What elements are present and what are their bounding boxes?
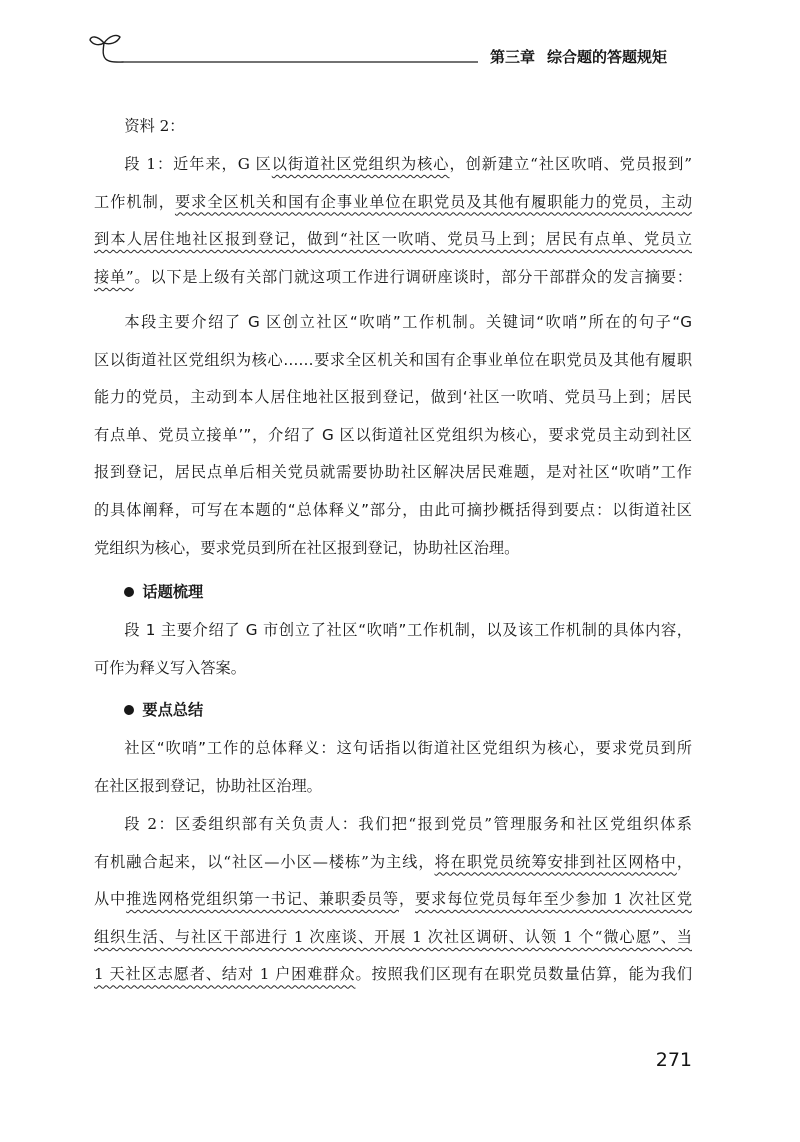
paragraph-2-line	[94, 806, 692, 844]
text-segment: ，	[398, 890, 416, 909]
analysis-line: 报到登记，居民点单后相关党员就需要协助社区解决居民难题，是对社区“吹哨”工作	[94, 463, 692, 482]
underlined-text: 接单”	[94, 267, 134, 286]
text-segment: 从中	[94, 890, 127, 909]
paragraph-2-line	[94, 956, 692, 994]
analysis-line: 能力的党员，主动到本人居住地社区报到登记，做到‘社区一吹哨、党员马上到；居民	[94, 388, 692, 407]
underlined-text: 到本人居住地社区报到登记，做到“社区一吹哨、党员马上到；居民有点单、党员立	[94, 230, 692, 249]
text-segment: 段 1：近年来，G 区	[124, 155, 272, 173]
summary-heading-block	[94, 692, 692, 730]
text-segment: ，创新建立“社区吹哨、党员报到”	[449, 155, 692, 173]
topic-line: 可作为释义写入答案。	[94, 658, 246, 677]
summary-line: 在社区报到登记，协助社区治理。	[94, 776, 322, 795]
chapter-number: 第三章	[490, 48, 536, 66]
topic-heading-block	[94, 574, 692, 612]
paragraph-1-line	[94, 184, 692, 222]
topic-heading	[94, 574, 692, 612]
paragraph-2-line	[94, 881, 692, 919]
chapter-title: 综合题的答题规矩	[547, 48, 668, 66]
material-label-block	[94, 108, 692, 146]
bullet-icon	[124, 587, 134, 597]
paragraph-2-line	[94, 919, 692, 957]
text-segment: 段 2：区委组织部有关负责人：我们把“报到党员”管理服务和社区党组织体系	[124, 815, 692, 833]
sprout-icon	[90, 35, 123, 62]
text-segment: ，	[676, 852, 692, 871]
summary-heading	[94, 692, 692, 730]
underlined-text: 将在职党员统筹安排到社区网格中	[434, 852, 677, 871]
paragraph-1-line	[94, 259, 692, 297]
analysis-paragraph	[94, 304, 692, 567]
paragraph-1	[94, 146, 692, 296]
topic-line: 段 1 主要介绍了 G 市创立了社区“吹哨”工作机制，以及该工作机制的具体内容，	[124, 621, 692, 639]
underlined-text: 要求全区机关和国有企事业单位在职党员及其他有履职能力的党员，主动	[174, 192, 692, 211]
page-number: 271	[655, 1049, 692, 1071]
analysis-line: 有点单、党员立接单’”，介绍了 G 区以街道社区党组织为核心，要求党员主动到社区	[94, 425, 692, 444]
text-segment: 。以下是上级有关部门就这项工作进行调研座谈时，部分干部群众的发言摘要：	[133, 267, 692, 286]
text-segment: 工作机制，	[94, 192, 175, 211]
paragraph-1-line	[94, 221, 692, 259]
paragraph-2	[94, 806, 692, 994]
underlined-text: 要求每位党员每年至少参加 1 次社区党	[415, 890, 692, 909]
analysis-line: 本段主要介绍了 G 区创立社区“吹哨”工作机制。关键词“吹哨”所在的句子“G	[124, 313, 692, 331]
summary-heading-text: 要点总结	[142, 701, 204, 719]
topic-paragraph	[94, 612, 692, 687]
underlined-text: 1 天社区志愿者、结对 1 户困难群众	[94, 965, 356, 984]
paragraph-1-line	[94, 146, 692, 184]
text-segment: 。按照我们区现有在职党员数量估算，能为我们	[355, 965, 692, 984]
analysis-line: 区以街道社区党组织为核心……要求全区机关和国有企事业单位在职党员及其他有履职	[94, 350, 692, 369]
paragraph-2-line	[94, 844, 692, 882]
underlined-text: 以街道社区党组织为核心	[271, 155, 450, 173]
header-ornament	[86, 28, 486, 72]
underlined-text: 组织生活、与社区干部进行 1 次座谈、开展 1 次社区调研、认领 1 个“微心愿”、当	[94, 927, 692, 946]
summary-paragraph	[94, 730, 692, 805]
text-segment: 有机融合起来，以“社区—小区—楼栋”为主线，	[94, 852, 435, 871]
summary-line: 社区“吹哨”工作的总体释义：这句话指以街道社区党组织为核心，要求党员到所	[124, 739, 692, 757]
topic-heading-text: 话题梳理	[142, 583, 204, 601]
bullet-icon	[124, 705, 134, 715]
analysis-line: 党组织为核心，要求党员到所在社区报到登记，协助社区治理。	[94, 538, 520, 557]
analysis-line: 的具体阐释，可写在本题的“总体释义”部分，由此可摘抄概括得到要点：以街道社区	[94, 500, 692, 519]
underlined-text: 推选网格党组织第一书记、兼职委员等	[126, 890, 399, 909]
material-label: 资料 2：	[124, 117, 185, 135]
running-header	[490, 46, 667, 68]
